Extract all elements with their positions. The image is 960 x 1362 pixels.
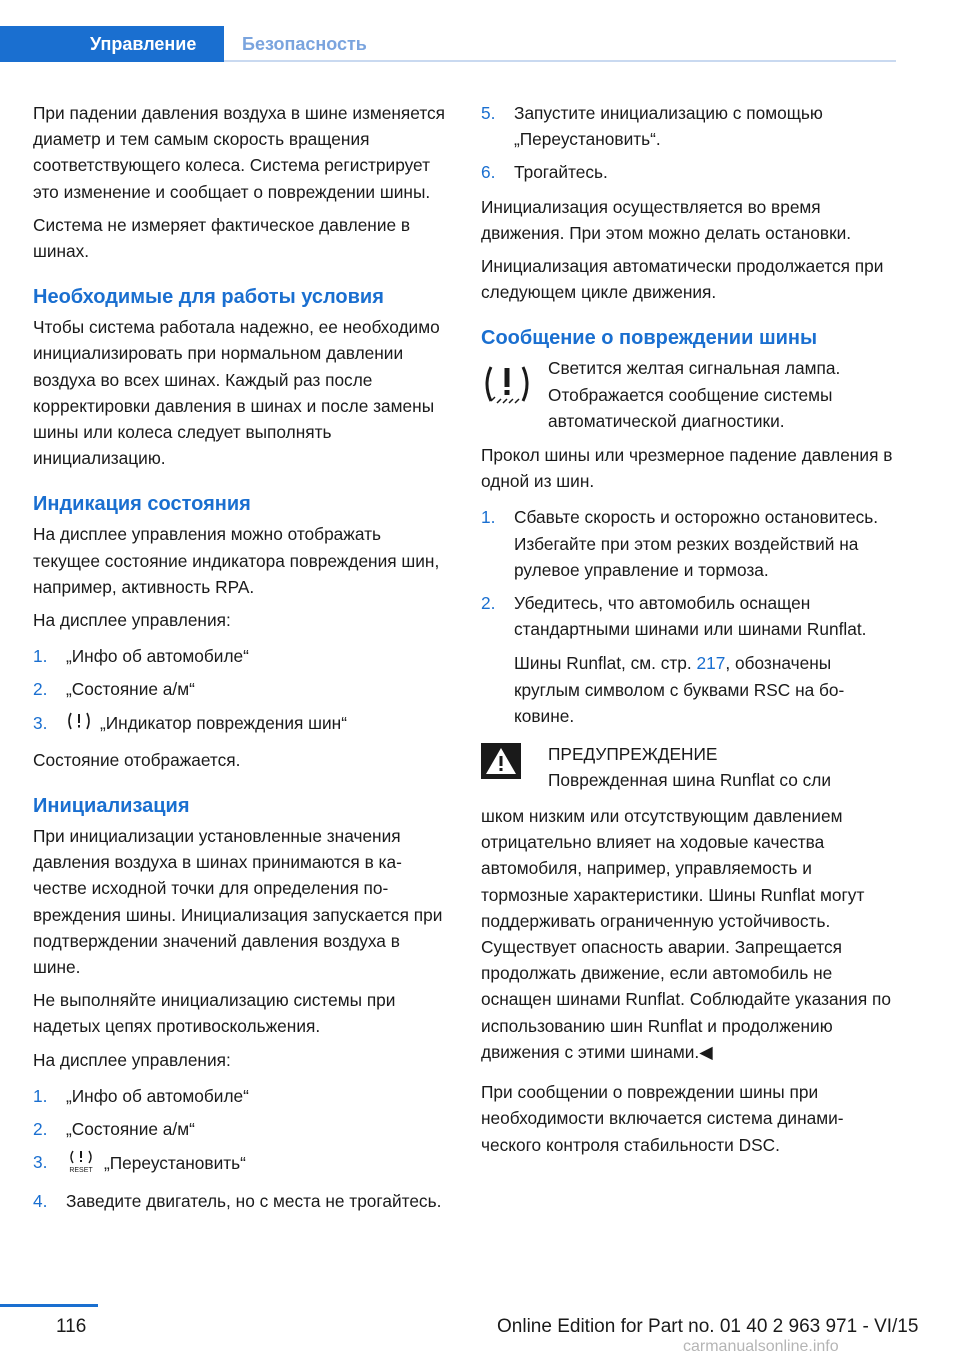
page-header bbox=[0, 0, 960, 62]
init-paragraph: При инициализации установленные значения давления воздуха в шинах принимаются в качестве исходной точки для определения повреждения шины. Инициализация запускается при подтверждении значений давления воздуха в шине. bbox=[33, 826, 443, 978]
list-item bbox=[33, 1116, 448, 1142]
step-number: 2. bbox=[481, 593, 496, 614]
list-item bbox=[481, 100, 896, 152]
header-divider bbox=[224, 60, 896, 62]
init-steps bbox=[33, 1083, 448, 1214]
left-column bbox=[33, 100, 448, 1222]
step-number: 1. bbox=[481, 507, 496, 528]
runflat-reference bbox=[481, 650, 896, 729]
chains-note: Не выполняйте инициализацию системы при надетых цепях противоскольжения. bbox=[33, 990, 396, 1037]
list-item bbox=[481, 590, 896, 642]
warning-body: шком низким или отсутствующим давлением отрицательно влияет на ходовые качества автомобиля, например, управляемость и тормозные характеристики. Шины Runflat могут поддерживать ограниченную устойчивость. Существует опасность аварии. Запрещается продолжать движение, если автомобиль не оснащен шинами Runflat. Соблюдайте указания по использованию шин Runflat и продолжению движения с этими шинами.◀ bbox=[481, 806, 891, 1062]
step-text: Трогайтесь. bbox=[514, 162, 608, 183]
intro-paragraph: При падении давления воздуха в шине изменяется диаметр и тем самым скорость вращения соответствующего колеса. Система регистрирует это изменение и сообщает о повреждении шины. bbox=[33, 103, 446, 202]
list-item bbox=[33, 676, 448, 702]
section-tab-safety[interactable]: Безопасность bbox=[242, 34, 367, 54]
step-text: „Индикатор повреждения шин“ bbox=[100, 712, 347, 733]
step-text: Убедитесь, что автомобиль оснащен стандартными шинами или шинами Runflat. bbox=[514, 593, 867, 640]
list-item bbox=[33, 1083, 448, 1109]
runflat-text-b: , обозначены круглым символом с буквами RSC на боковине. bbox=[514, 653, 845, 726]
init-steps-continued bbox=[481, 100, 896, 186]
list-item bbox=[33, 643, 448, 669]
step-number: 6. bbox=[481, 162, 496, 183]
heading-damage-message: Сообщение о повреждении шины bbox=[481, 327, 818, 350]
list-item bbox=[481, 159, 896, 185]
runflat-text-a: Шины Runflat, см. стр. bbox=[514, 653, 692, 674]
heading-conditions: Необходимые для работы условия bbox=[33, 286, 384, 309]
status-shown: Состояние отображается. bbox=[33, 749, 241, 770]
page-link-217[interactable]: 217 bbox=[696, 653, 726, 674]
warning-lead: Поврежденная шина Runflat со сли bbox=[548, 770, 832, 791]
step-text: „Состояние а/м“ bbox=[66, 679, 195, 700]
tire-pressure-warning-icon bbox=[481, 361, 533, 414]
list-item bbox=[33, 1188, 448, 1214]
heading-initialization: Инициализация bbox=[33, 795, 190, 818]
edition-info: Online Edition for Part no. 01 40 2 963 971 - VI/15 bbox=[497, 1316, 919, 1337]
conditions-paragraph: Чтобы система работала надежно, ее необходимо инициализировать при нормальном давлении воздуха во всех шинах. Каждый раз после корректировки давления в шинах и после замены шины или колеса следует выполнять инициализацию. bbox=[33, 317, 440, 469]
dsc-paragraph: При сообщении о повреждении шины при необходимости включается система динамического контроля стабильности DSC. bbox=[481, 1082, 844, 1155]
drive-paragraph: Инициализация осуществляется во время движения. При этом можно делать остановки. bbox=[481, 196, 852, 243]
heading-status: Индикация состояния bbox=[33, 493, 251, 516]
right-column bbox=[481, 100, 896, 1165]
damage-steps bbox=[481, 504, 896, 642]
step-text: „Переустановить“ bbox=[104, 1153, 246, 1174]
list-item bbox=[33, 1149, 448, 1180]
page-number: 116 bbox=[56, 1316, 87, 1337]
warning-title: ПРЕДУПРЕЖДЕНИЕ bbox=[548, 744, 718, 765]
step-number: 2. bbox=[33, 1119, 48, 1140]
step-number: 1. bbox=[33, 646, 48, 667]
display-intro-2: На дисплее управления: bbox=[33, 1049, 231, 1070]
footer-divider bbox=[0, 1304, 98, 1307]
step-number: 4. bbox=[33, 1190, 48, 1211]
reset-icon-label: RESET bbox=[69, 1167, 93, 1174]
measure-note: Система не измеряет фактическое давление в шинах. bbox=[33, 214, 411, 262]
step-text: Заведите двигатель, но с места не трогайтесь. bbox=[66, 1190, 442, 1211]
status-steps bbox=[33, 643, 448, 739]
auto-paragraph: Инициализация автоматически продолжается при следующем цикле движения. bbox=[481, 256, 884, 303]
step-number: 2. bbox=[33, 679, 48, 700]
watermark: carmanualsonline.info bbox=[683, 1338, 839, 1355]
warning-triangle-icon bbox=[481, 743, 521, 786]
lamp-paragraph: Светится желтая сигнальная лампа. Отображается сообщение системы автоматической диагностики. bbox=[548, 358, 841, 431]
step-number: 5. bbox=[481, 103, 496, 123]
list-item bbox=[33, 710, 448, 739]
list-item bbox=[481, 504, 896, 583]
warning-lamp-block bbox=[481, 355, 896, 434]
tire-warning-icon bbox=[66, 710, 92, 739]
puncture-paragraph: Прокол шины или чрезмерное падение давления в одной из шин. bbox=[481, 445, 893, 492]
step-text: „Инфо об автомобиле“ bbox=[66, 646, 249, 667]
section-tab-control[interactable]: Управление bbox=[0, 26, 224, 62]
warning-block bbox=[481, 741, 896, 803]
status-paragraph: На дисплее управления можно отображать текущее состояние индикатора повреждения шин, например, активность RPA. bbox=[33, 524, 440, 597]
tire-reset-icon bbox=[66, 1149, 96, 1180]
step-text: Сбавьте скорость и осторожно остановитесь. Избегайте при этом резких воздействий на рулевое управление и тормоза. bbox=[514, 507, 879, 580]
step-text: „Инфо об автомобиле“ bbox=[66, 1085, 249, 1106]
step-text: „Состояние а/м“ bbox=[66, 1119, 195, 1140]
step-number: 3. bbox=[33, 712, 48, 733]
step-number: 1. bbox=[33, 1085, 48, 1106]
step-text: Запустите инициализацию с помощью „Переустановить“. bbox=[514, 103, 823, 150]
display-intro: На дисплее управления: bbox=[33, 610, 231, 631]
step-number: 3. bbox=[33, 1152, 48, 1173]
